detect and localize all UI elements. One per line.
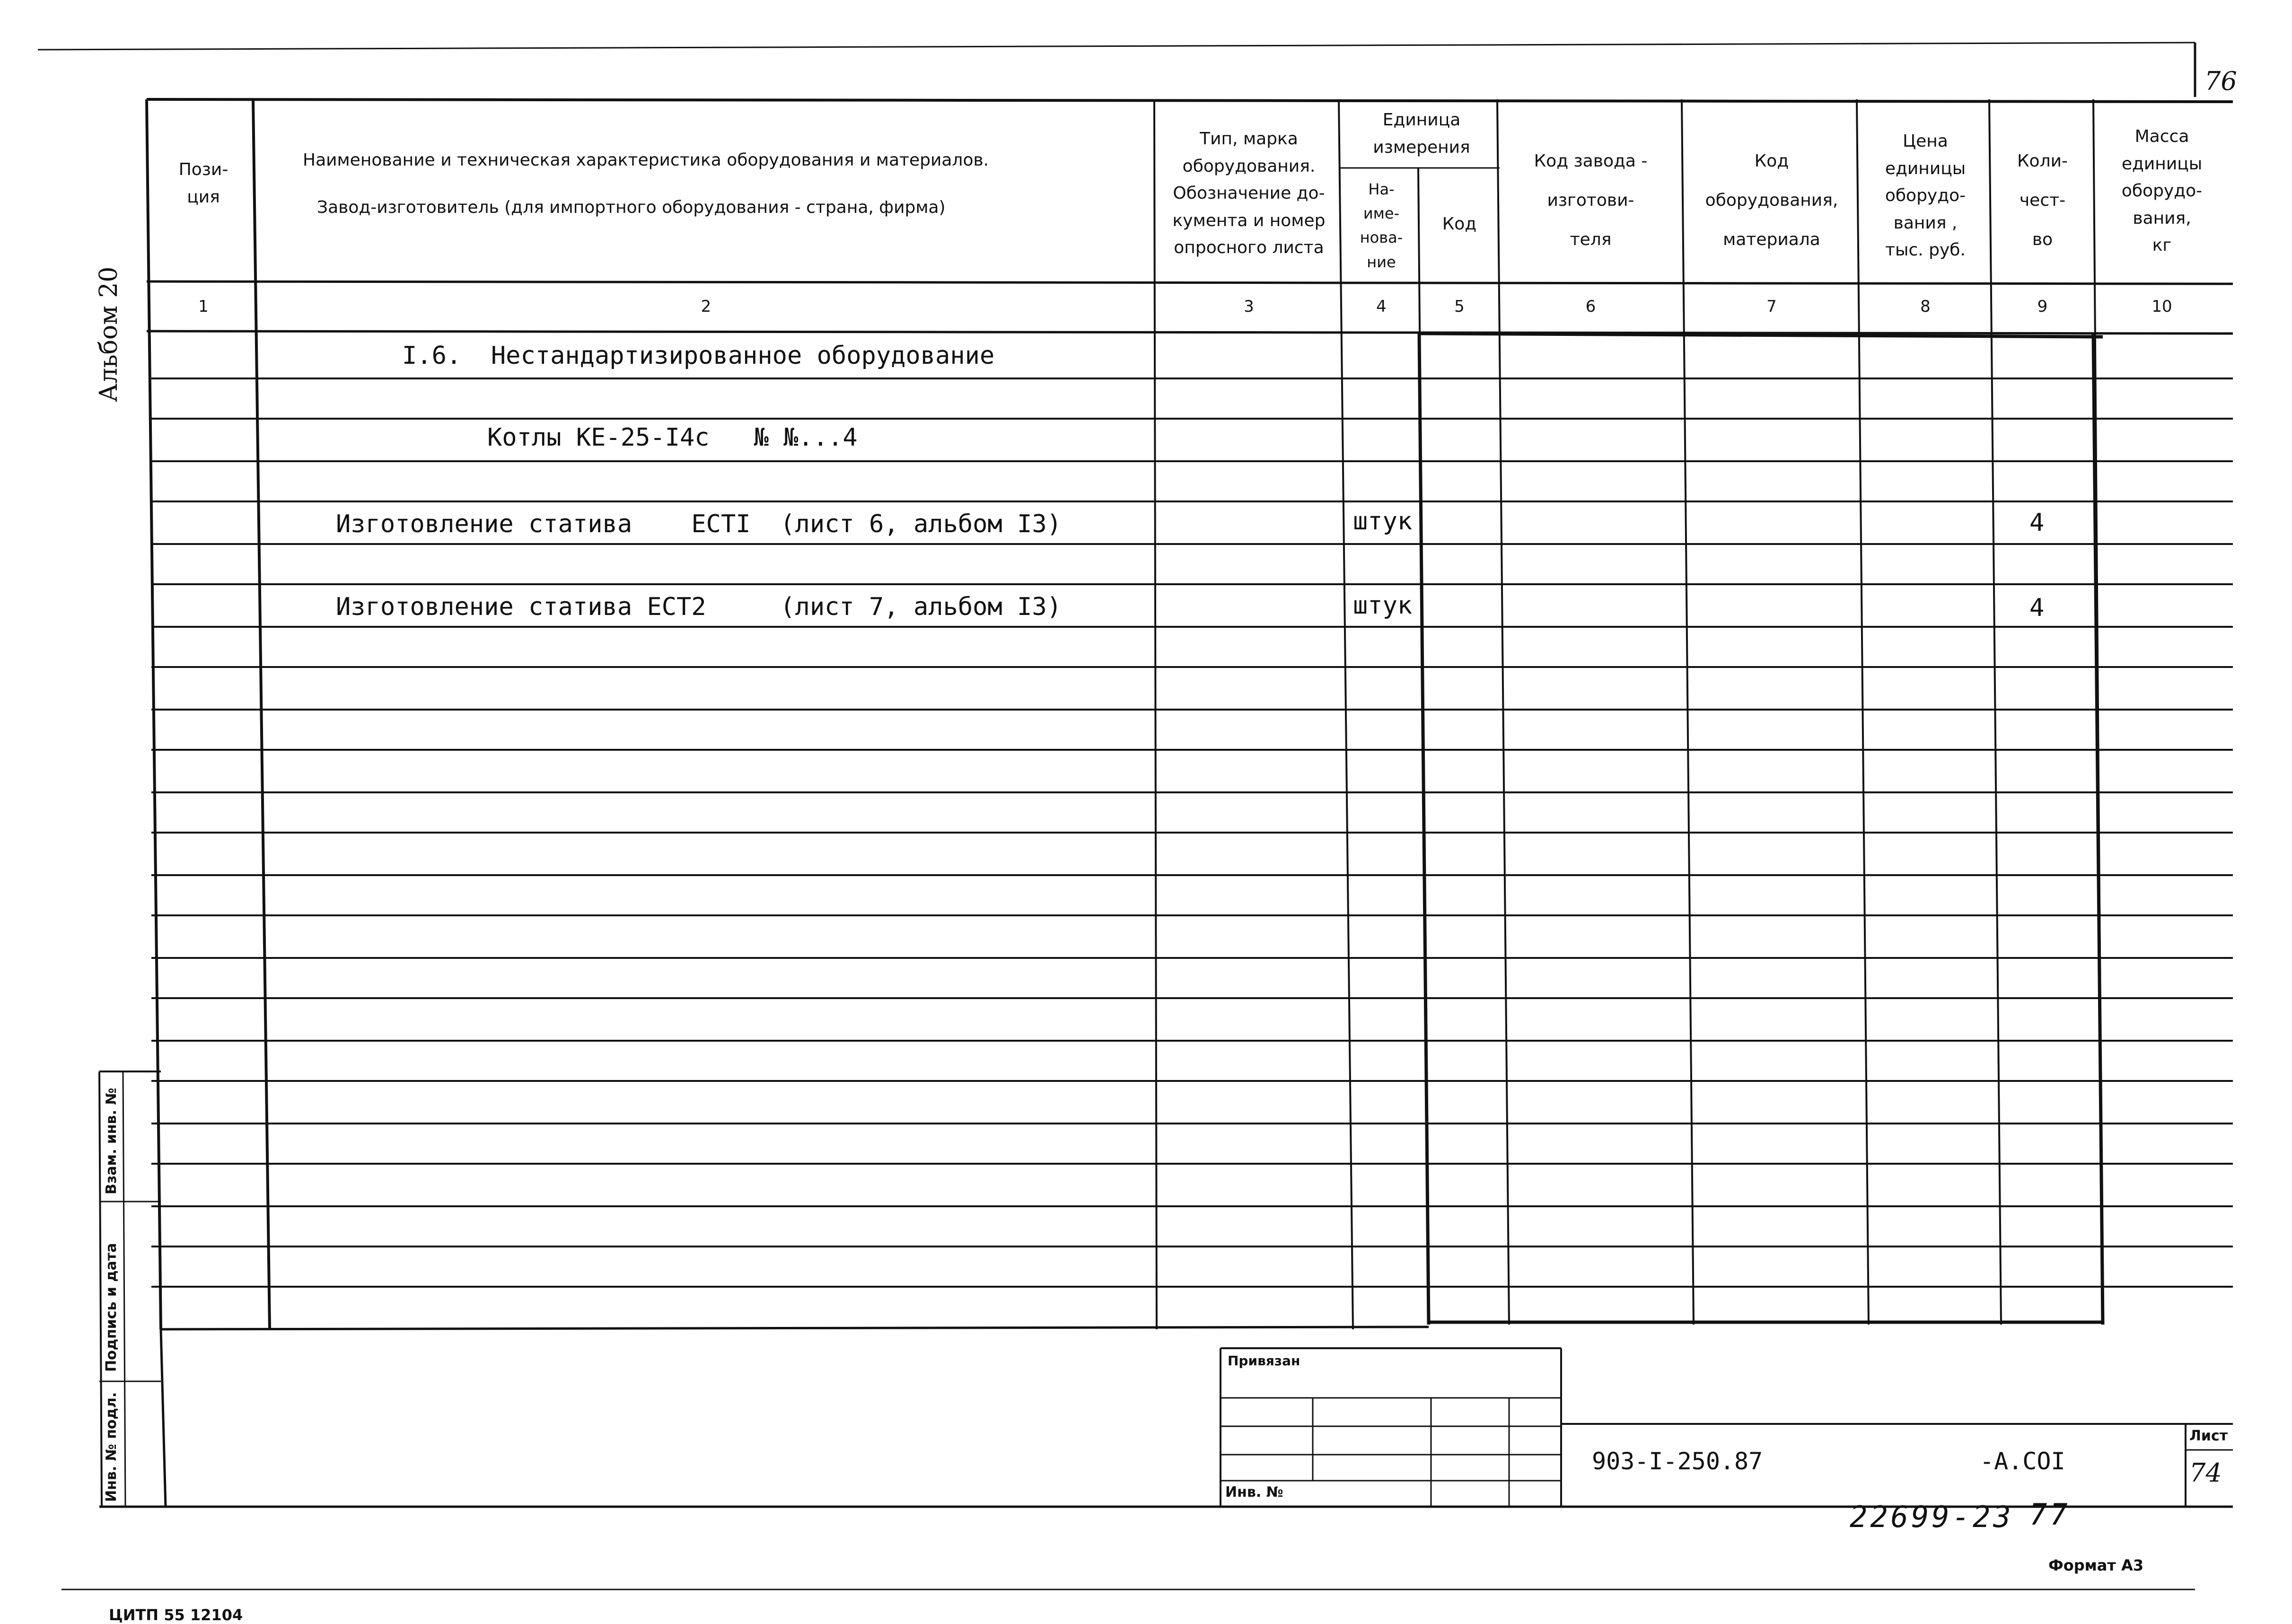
row-unit: штук	[1353, 591, 1413, 620]
corner-page-number: 76	[2204, 66, 2237, 96]
archive-code: 22699-23	[1850, 1500, 2014, 1534]
album-label: Альбом 20	[95, 266, 123, 402]
sheet-number: 74	[2189, 1458, 2222, 1488]
header-unit-name: На- име- нова- ние	[1360, 180, 1403, 271]
row-name: Изготовление статива ЕСТ2 (лист 7, альбом I3)	[336, 593, 1062, 621]
header-unit-group: Единица измерения	[1373, 110, 1470, 157]
header-unit-code: Код	[1442, 214, 1477, 234]
row-unit: штук	[1353, 507, 1413, 535]
row-name: Котлы КЕ-25-I4с № №...4	[487, 423, 858, 452]
column-number-6: 6	[1585, 297, 1596, 316]
header-type: Тип, марка оборудования. Обозначение до- кумента и номер опросного листа	[1172, 129, 1326, 258]
row-name: I.6. Нестандартизированное оборудование	[402, 342, 995, 370]
print-code: ЦИТП 55 12104	[109, 1606, 243, 1624]
header-name-line2: Завод-изготовитель (для импортного оборудования - страна, фирма)	[317, 198, 946, 217]
header-mass: Масса единицы оборудо- вания, кг	[2121, 127, 2203, 255]
row-name: Изготовление статива ЕСТI (лист 6, альбом I3)	[336, 510, 1062, 538]
header-name-line1: Наименование и техническая характеристика оборудования и материалов.	[303, 150, 989, 170]
header-equipment-code: Код оборудования, материала	[1705, 151, 1838, 249]
stamp-attached: Привязан	[1228, 1353, 1300, 1369]
column-number-10: 10	[2151, 297, 2172, 316]
format-label: Формат А3	[2048, 1556, 2144, 1574]
column-number-4: 4	[1376, 297, 1387, 316]
header-plant-code: Код завода - изготови- теля	[1534, 151, 1648, 249]
row-quantity: 4	[2029, 594, 2045, 622]
column-number-2: 2	[701, 297, 711, 316]
stamp-signature-date: Подпись и дата	[103, 1243, 120, 1372]
header-position: Пози- ция	[178, 160, 228, 207]
column-number-3: 3	[1244, 297, 1254, 316]
stamp-inventory-number: Инв. №	[1225, 1484, 1283, 1501]
column-number-8: 8	[1920, 297, 1931, 316]
sheet-label: Лист	[2189, 1428, 2228, 1444]
stamp-replacement-inv: Взам. инв. №	[103, 1088, 120, 1194]
stamp-original-inv: Инв. № подл.	[103, 1392, 120, 1502]
column-number-9: 9	[2037, 297, 2048, 316]
document-suffix: -A.COI	[1980, 1448, 2065, 1475]
document-designation: 903-I-250.87	[1592, 1448, 1763, 1475]
row-quantity: 4	[2029, 509, 2045, 537]
header-price: Цена единицы оборудо- вания , тыс. руб.	[1885, 132, 1966, 260]
column-number-5: 5	[1454, 297, 1465, 316]
column-number-1: 1	[198, 297, 209, 316]
column-number-7: 7	[1766, 297, 1777, 316]
archive-page: 77	[2029, 1497, 2071, 1532]
header-quantity: Коли- чест- во	[2017, 151, 2068, 249]
